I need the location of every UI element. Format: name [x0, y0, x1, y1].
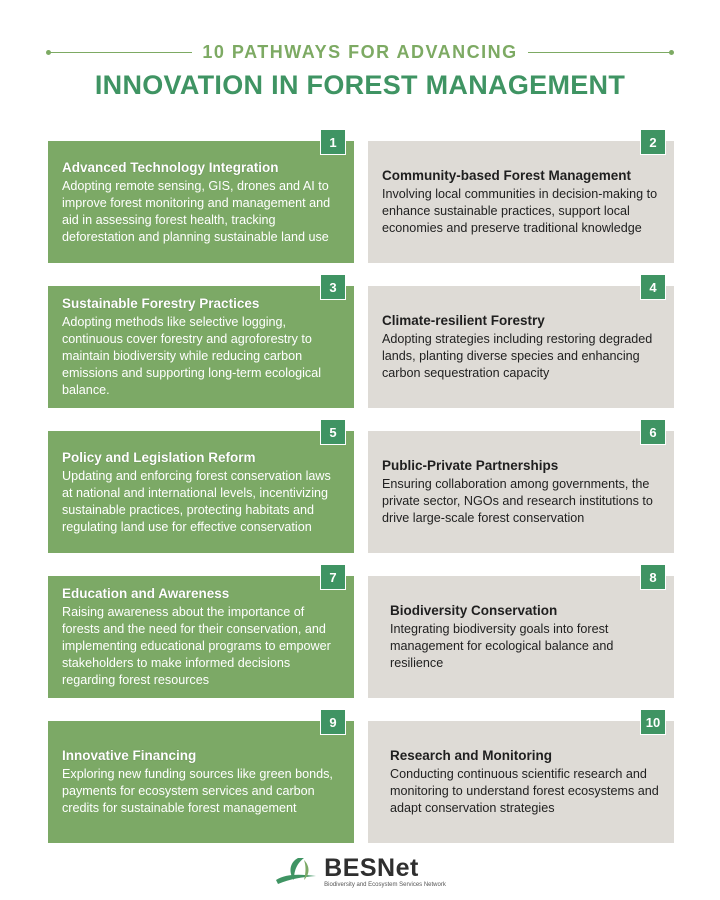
- pathway-number-badge: 5: [320, 419, 346, 445]
- pathway-description: Raising awareness about the importance of forests and the need for their conservation, and implementing educational programs to empower stakeholders to make informed decisions regarding forest resources: [62, 605, 331, 687]
- pathway-title: Public-Private Partnerships: [382, 458, 559, 473]
- pathway-title: Sustainable Forestry Practices: [62, 296, 260, 311]
- pathway-title: Community-based Forest Management: [382, 168, 632, 183]
- pathway-number-badge: 9: [320, 709, 346, 735]
- pathway-description: Involving local communities in decision-making to enhance sustainable practices, support local economies and preserve traditional knowledge: [382, 187, 658, 235]
- pathway-description: Adopting remote sensing, GIS, drones and AI to improve forest monitoring and management and aid in assessing forest health, tracking deforestation and planning sustainable land use: [62, 178, 331, 244]
- page-title: INNOVATION IN FOREST MANAGEMENT: [94, 70, 626, 100]
- pathway-title: Innovative Financing: [62, 748, 197, 763]
- pathway-card-6: [368, 424, 674, 553]
- pathway-number-badge: 2: [640, 129, 666, 155]
- subtitle-right-line: [528, 52, 672, 53]
- pathway-card-3: [48, 279, 354, 408]
- pathway-card-8: [368, 569, 674, 698]
- pathway-description: Conducting continuous scientific research and monitoring to understand forest ecosystems and adapt conservation strategies: [390, 767, 659, 815]
- pathway-title: Climate-resilient Forestry: [382, 313, 545, 328]
- leaf-swoosh-icon: [274, 854, 318, 890]
- pathway-number-badge: 8: [640, 564, 666, 590]
- pathway-card-2: [368, 134, 674, 263]
- pathway-number-badge: 3: [320, 274, 346, 300]
- pathway-description: Updating and enforcing forest conservation laws at national and international levels, incentivizing sustainable practices, protecting habitats and regulating land use for effective conservation: [62, 468, 331, 534]
- pathway-description: Adopting methods like selective logging, continuous cover forestry and agroforestry to maintain biodiversity while reducing carbon emissions and supporting long-term ecological balance.: [62, 315, 322, 397]
- page-subtitle: 10 PATHWAYS FOR ADVANCING: [202, 41, 518, 62]
- pathway-number-badge: 4: [640, 274, 666, 300]
- pathway-title: Biodiversity Conservation: [390, 603, 558, 618]
- pathway-title: Education and Awareness: [62, 586, 230, 601]
- pathway-title: Research and Monitoring: [390, 748, 553, 763]
- logo-tagline: Biodiversity and Ecosystem Services Network: [324, 882, 446, 888]
- pathway-description: Integrating biodiversity goals into forest management for ecological balance and resilience: [390, 622, 614, 670]
- pathway-description: Adopting strategies including restoring degraded lands, planting diverse species and enhancing carbon sequestration capacity: [382, 332, 653, 380]
- pathway-card-7: [48, 569, 354, 698]
- pathway-title: Advanced Technology Integration: [62, 159, 279, 175]
- pathway-description: Exploring new funding sources like green bonds, payments for ecosystem services and carbon credits for sustainable forest management: [62, 767, 333, 815]
- subtitle-row: [48, 42, 672, 62]
- pathway-description: Ensuring collaboration among governments, the private sector, NGOs and research institutions to drive large-scale forest conservation: [382, 477, 653, 525]
- pathway-card-5: [48, 424, 354, 553]
- pathway-card-10: [368, 714, 674, 843]
- pathway-number-badge: 6: [640, 419, 666, 445]
- pathway-title: Policy and Legislation Reform: [62, 449, 256, 465]
- subtitle-left-line: [48, 52, 192, 53]
- pathway-card-9: [48, 714, 354, 843]
- besnet-logo: [274, 854, 446, 890]
- pathway-number-badge: 10: [640, 709, 666, 735]
- pathway-card-4: [368, 279, 674, 408]
- footer: [0, 848, 720, 896]
- pathway-number-badge: 7: [320, 564, 346, 590]
- pathway-card-1: [48, 134, 354, 263]
- pathway-number-badge: 1: [320, 129, 346, 155]
- logo-name: BESNet: [324, 854, 419, 882]
